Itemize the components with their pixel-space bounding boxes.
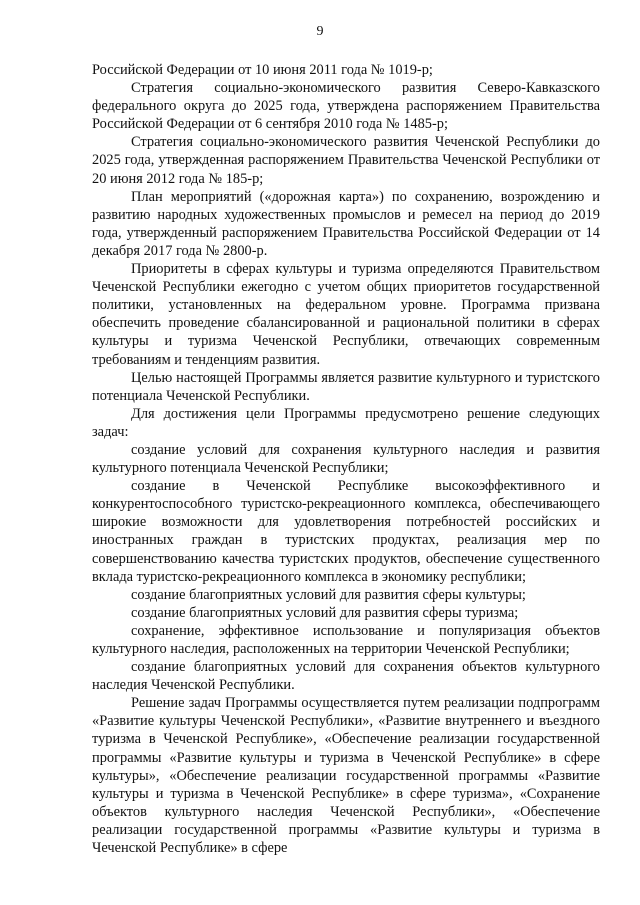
list-item: создание благоприятных условий для развития сферы туризма; [131,604,519,621]
list-item: создание в Чеченской Республике высокоэффективного и конкурентоспособного туристско-рекреационного комплекса, обеспечивающего широкие возможности для удовлетворения потребностей российских и иностранных граждан в туристских продуктах, реализация мер по совершенствованию качества туристских продуктов, обеспечение существенного вклада туристско-рекреационного комплекса в экономику республики; [92,478,600,585]
paragraph: План мероприятий («дорожная карта») по сохранению, возрождению и развитию народных художественных промыслов и ремесел на период до 2019 года, утвержденный распоряжением Правительства Российской Федерации от 14 декабря 2017 года № 2800-р. [92,188,600,259]
list-item: создание благоприятных условий для развития сферы культуры; [131,586,526,603]
body-text [92,61,600,857]
page-number: 9 [316,24,324,39]
list-item: создание условий для сохранения культурного наследия и развития культурного потенциала Чеченской Республики; [92,441,600,477]
paragraph: Стратегия социально-экономического развития Чеченской Республики до 2025 года, утвержденная распоряжением Правительства Чеченской Республики от 20 июня 2012 года № 185-р; [92,134,600,187]
paragraph: Стратегия социально-экономического развития Северо-Кавказского федерального округа до 2025 года, утверждена распоряжением Правительства Российской Федерации от 6 сентября 2010 года № 1485-р; [92,80,600,133]
list-item: сохранение, эффективное использование и популяризация объектов культурного наследия, расположенных на территории Чеченской Республики; [92,622,600,657]
paragraph: Целью настоящей Программы является развитие культурного и туристского потенциала Чеченской Республики. [92,369,600,404]
paragraph: Приоритеты в сферах культуры и туризма определяются Правительством Чеченской Республики ежегодно с учетом общих приоритетов государственной политики, установленных на федеральном уровне. Программа призвана обеспечить проведение сбалансированной и рациональной политики в сферах культуры и туризма Чеченской Республики, отвечающих современным требованиям и тенденциям развития. [92,261,600,368]
paragraph: Решение задач Программы осуществляется путем реализации подпрограмм «Развитие культуры Чеченской Республики», «Развитие внутреннего и въездного туризма в Чеченской Республике», «Обеспечение реализации государственной программы «Развитие культуры и туризма в Чеченской Республике» в сфере культуры», «Обеспечение реализации государственной программы «Развитие культуры и туризма в Чеченской Республике» в сфере туризма», «Сохранение объектов культурного наследия Чеченской Республики», «Обеспечение реализации государственной программы «Развитие культуры и туризма в Чеченской Республике» в сфере [92,695,600,857]
paragraph: Российской Федерации от 10 июня 2011 года № 1019-р; [92,62,433,78]
paragraph: Для достижения цели Программы предусмотрено решение следующих задач: [92,405,600,440]
list-item: создание благоприятных условий для сохранения объектов культурного наследия Чеченской Республики. [92,659,600,694]
